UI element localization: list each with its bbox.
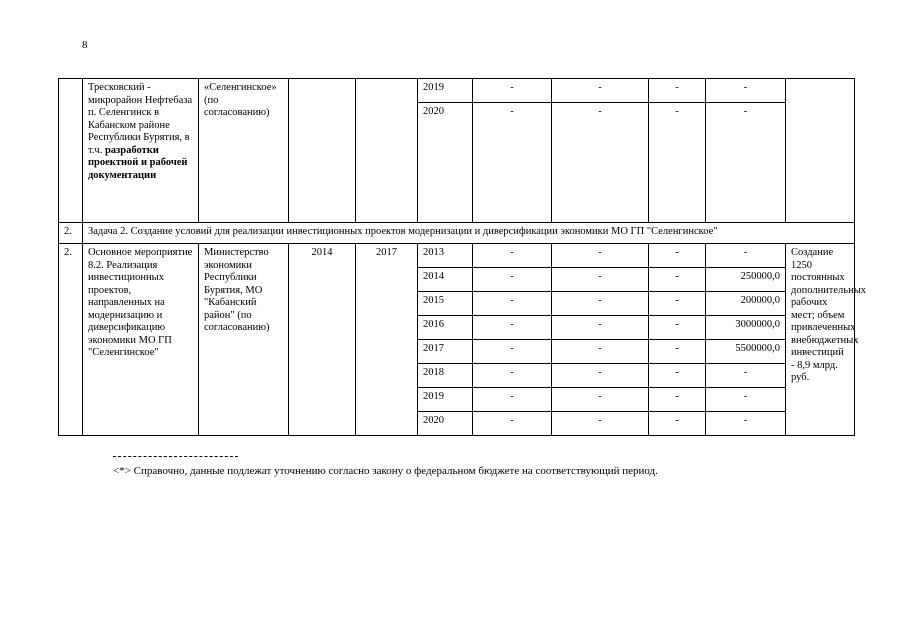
value-cell: - bbox=[552, 316, 649, 340]
event-name: Тресковский - микрорайон Нефтебаза п. Селенгинск в Кабанском районе Республики Бурятия, в т.ч. разработки проектной и рабочей документации bbox=[83, 79, 199, 223]
value-cell: - bbox=[473, 340, 552, 364]
value-cell: - bbox=[706, 79, 786, 103]
task-number: 2. bbox=[59, 223, 83, 244]
year-cell: 2017 bbox=[418, 340, 473, 364]
value-cell: - bbox=[552, 292, 649, 316]
executor: Министерство экономики Республики Бурятия, МО "Кабанский район" (по согласованию) bbox=[199, 244, 289, 436]
value-cell: - bbox=[473, 316, 552, 340]
value-cell: - bbox=[649, 412, 706, 436]
value-cell: - bbox=[473, 268, 552, 292]
value-cell: - bbox=[552, 364, 649, 388]
value-cell: - bbox=[649, 364, 706, 388]
footnote: <*> Справочно, данные подлежат уточнению согласно закону о федеральном бюджете на соответствующий период. bbox=[113, 465, 658, 477]
value-cell: - bbox=[649, 244, 706, 268]
value-cell: - bbox=[473, 412, 552, 436]
value-cell: - bbox=[552, 244, 649, 268]
row-number: 2. bbox=[59, 244, 83, 436]
value-cell: - bbox=[649, 388, 706, 412]
value-cell: - bbox=[552, 79, 649, 103]
end-year bbox=[356, 79, 418, 223]
value-cell: - bbox=[473, 103, 552, 223]
table-row bbox=[59, 244, 855, 268]
value-cell: - bbox=[552, 103, 649, 223]
event-name: Основное мероприятие 8.2. Реализация инвестиционных проектов, направленных на модернизацию и диверсификацию экономики МО ГП "Селенгинское" bbox=[83, 244, 199, 436]
year-cell: 2020 bbox=[418, 103, 473, 223]
value-cell: - bbox=[706, 244, 786, 268]
year-cell: 2016 bbox=[418, 316, 473, 340]
row-number bbox=[59, 79, 83, 223]
start-year bbox=[289, 79, 356, 223]
value-cell: - bbox=[706, 412, 786, 436]
value-cell: 200000,0 bbox=[706, 292, 786, 316]
year-cell: 2015 bbox=[418, 292, 473, 316]
footnote-divider bbox=[113, 456, 238, 457]
value-cell: - bbox=[473, 388, 552, 412]
value-cell: - bbox=[649, 292, 706, 316]
page-number: 8 bbox=[82, 39, 88, 51]
executor: «Селенгинское» (по согласованию) bbox=[199, 79, 289, 223]
year-cell: 2014 bbox=[418, 268, 473, 292]
value-cell: - bbox=[649, 103, 706, 223]
value-cell: - bbox=[552, 388, 649, 412]
year-cell: 2019 bbox=[418, 79, 473, 103]
value-cell: - bbox=[552, 340, 649, 364]
task-text: Задача 2. Создание условий для реализации инвестиционных проектов модернизации и диверсификации экономики МО ГП "Селенгинское" bbox=[83, 223, 855, 244]
value-cell: 3000000,0 bbox=[706, 316, 786, 340]
value-cell: - bbox=[649, 268, 706, 292]
task-row bbox=[59, 223, 855, 244]
year-cell: 2019 bbox=[418, 388, 473, 412]
value-cell: - bbox=[473, 364, 552, 388]
value-cell: 5500000,0 bbox=[706, 340, 786, 364]
value-cell: - bbox=[649, 340, 706, 364]
value-cell: 250000,0 bbox=[706, 268, 786, 292]
year-cell: 2013 bbox=[418, 244, 473, 268]
value-cell: - bbox=[473, 244, 552, 268]
value-cell: - bbox=[706, 364, 786, 388]
table-row bbox=[59, 79, 855, 103]
value-cell: - bbox=[649, 316, 706, 340]
value-cell: - bbox=[706, 388, 786, 412]
value-cell: - bbox=[552, 412, 649, 436]
end-year: 2017 bbox=[356, 244, 418, 436]
year-cell: 2018 bbox=[418, 364, 473, 388]
year-cell: 2020 bbox=[418, 412, 473, 436]
start-year: 2014 bbox=[289, 244, 356, 436]
value-cell: - bbox=[552, 268, 649, 292]
expected-result bbox=[786, 79, 855, 223]
program-table bbox=[58, 78, 867, 436]
expected-result: Создание 1250 постоянных дополнительных рабочих мест; объем привлеченных внебюджетных инвестиций - 8,9 млрд. руб. bbox=[786, 244, 855, 436]
value-cell: - bbox=[473, 79, 552, 103]
value-cell: - bbox=[473, 292, 552, 316]
value-cell: - bbox=[706, 103, 786, 223]
value-cell: - bbox=[649, 79, 706, 103]
